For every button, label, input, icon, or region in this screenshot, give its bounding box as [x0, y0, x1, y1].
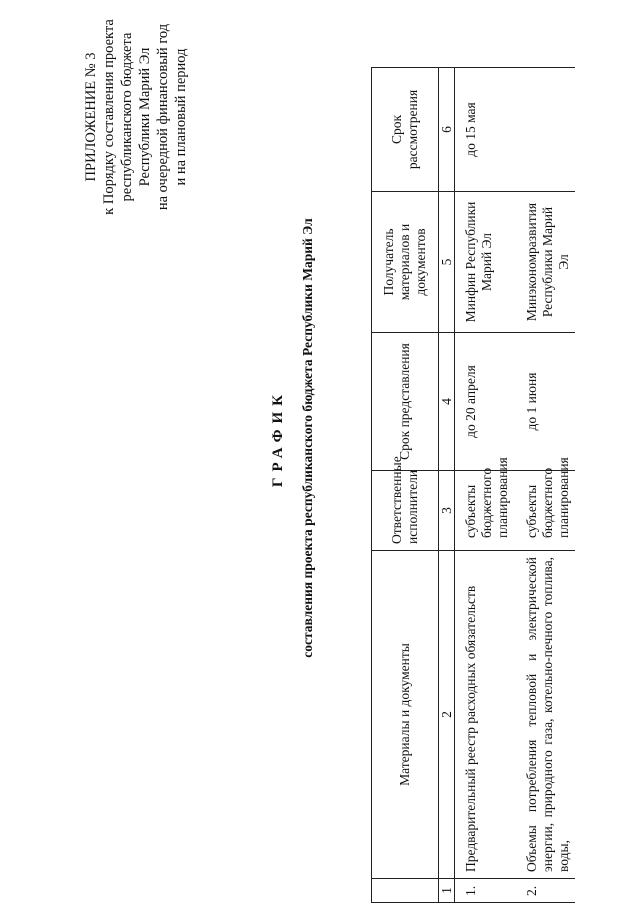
row-deadline: до 1 июня — [514, 333, 575, 471]
row-recipient: Минфин Республики Марий Эл — [455, 192, 515, 333]
row-review — [514, 68, 575, 192]
column-number-row — [439, 68, 455, 903]
table-header-row — [372, 68, 439, 903]
column-number: 3 — [439, 471, 455, 551]
header-cell-deadline: Срок представления — [372, 333, 439, 471]
row-material: Объемы потребления тепловой и электрической энергии, природного газа, котельно-печного топлива, воды, — [514, 551, 575, 879]
appendix-line: к Порядку составления проекта — [101, 19, 117, 215]
column-number: 5 — [439, 192, 455, 333]
appendix-line: на очередной финансовый год — [155, 23, 171, 211]
document-title: ГРАФИК — [270, 388, 286, 488]
row-recipient: Минэкономразвития Республики Марий Эл — [514, 192, 575, 333]
row-number: 2. — [514, 879, 575, 903]
row-executor: субъекты бюджетного планирования — [455, 471, 515, 551]
row-number: 1. — [455, 879, 515, 903]
row-deadline: до 20 апреля — [455, 333, 515, 471]
column-number: 6 — [439, 68, 455, 192]
row-material: Предварительный реестр расходных обязательств — [455, 551, 515, 879]
appendix-line: и на плановый период — [173, 48, 189, 186]
appendix-line: Республики Марий Эл — [137, 47, 153, 187]
header-cell-review: Срок рассмотрения — [372, 68, 439, 192]
table-row — [514, 68, 575, 903]
header-cell-executors: Ответственные исполнители — [372, 471, 439, 551]
header-cell-recipient: Получатель материалов и документов — [372, 192, 439, 333]
header-cell-num — [372, 879, 439, 903]
column-number: 4 — [439, 333, 455, 471]
column-number: 2 — [439, 551, 455, 879]
table-row — [455, 68, 515, 903]
appendix-block — [82, 17, 190, 217]
appendix-line: ПРИЛОЖЕНИЕ № 3 — [83, 52, 99, 182]
header-cell-materials: Материалы и документы — [372, 551, 439, 879]
document-subtitle: составления проекта республиканского бюджета Республики Марий Эл — [300, 218, 315, 658]
row-review: до 15 мая — [455, 68, 515, 192]
appendix-line: республиканского бюджета — [119, 32, 135, 202]
column-number: 1 — [439, 879, 455, 903]
schedule-table — [371, 67, 575, 903]
row-executor: субъекты бюджетного планирования — [514, 471, 575, 551]
